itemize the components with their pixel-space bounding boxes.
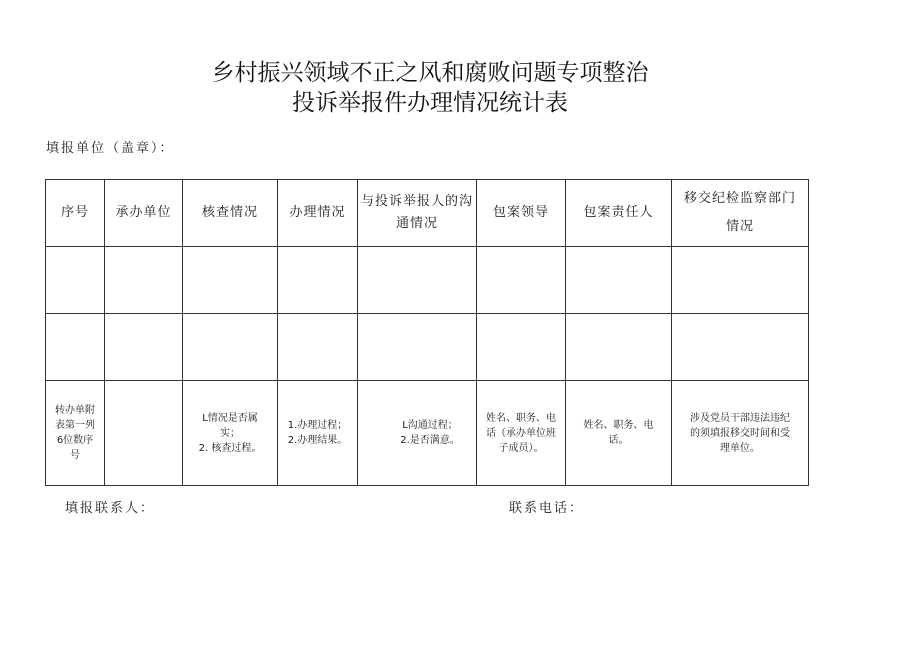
note-transfer <box>672 381 809 486</box>
contact-phone-label: 联系电话： <box>509 501 585 516</box>
header-transfer-line2: 情况 <box>725 219 754 234</box>
header-verify: 核查情况 <box>183 180 278 247</box>
note-org <box>105 381 183 486</box>
table-cell[interactable] <box>183 314 278 381</box>
table-cell[interactable] <box>672 314 809 381</box>
header-communicate-line1: 与投诉举报人的沟 <box>360 194 473 209</box>
header-handle: 办理情况 <box>278 180 358 247</box>
note-responsible-line: 话。 <box>608 435 629 446</box>
header-responsible: 包案责任人 <box>566 180 672 247</box>
note-leader-line: 子成员）。 <box>498 442 544 454</box>
table-cell[interactable] <box>566 247 672 314</box>
note-handle <box>278 381 358 486</box>
document-title-line1: 乡村振兴领域不正之风和腐败问题专项整治 <box>211 60 649 86</box>
note-verify-line: 实； <box>220 427 240 439</box>
table-cell[interactable] <box>358 314 477 381</box>
table-cell[interactable] <box>477 314 566 381</box>
document-title-line2: 投诉举报件办理情况统计表 <box>292 90 568 116</box>
note-leader <box>477 381 566 486</box>
note-communicate <box>358 381 477 486</box>
note-transfer-line: 理单位。 <box>720 442 760 454</box>
table-cell[interactable] <box>672 247 809 314</box>
header-seq: 序号 <box>46 180 105 247</box>
table-header-row <box>46 180 809 247</box>
note-handle-line: 1.办理过程； <box>287 420 348 431</box>
note-verify <box>183 381 278 486</box>
header-leader: 包案领导 <box>477 180 566 247</box>
table-cell[interactable] <box>477 247 566 314</box>
table-cell[interactable] <box>105 314 183 381</box>
note-seq-line: 号 <box>70 450 80 461</box>
note-transfer-line: 的须填报移交时间和受 <box>690 427 790 439</box>
contact-person-label: 填报联系人： <box>65 501 156 516</box>
header-communicate <box>358 180 477 247</box>
statistics-table <box>45 179 809 486</box>
note-communicate-line: 2.是否满意。 <box>400 435 460 446</box>
note-leader-line: 话（承办单位班 <box>486 427 556 439</box>
note-verify-line: 2. 核查过程。 <box>198 442 262 454</box>
table-cell[interactable] <box>105 247 183 314</box>
note-responsible <box>566 381 672 486</box>
table-cell[interactable] <box>278 314 358 381</box>
note-seq <box>46 381 105 486</box>
header-transfer <box>672 180 809 247</box>
note-seq-line: 转办单附 <box>55 405 95 416</box>
note-handle-line: 2.办理结果。 <box>287 435 348 446</box>
table-row-empty-2 <box>46 314 809 381</box>
note-seq-line: 6位数序 <box>56 435 94 446</box>
header-transfer-line1: 移交纪检监察部门 <box>683 191 796 206</box>
table-cell[interactable] <box>566 314 672 381</box>
note-transfer-line: 涉及党员干部违法违纪 <box>690 412 790 424</box>
table-cell[interactable] <box>358 247 477 314</box>
table-cell[interactable] <box>46 247 105 314</box>
header-org: 承办单位 <box>105 180 183 247</box>
note-communicate-line: L沟通过程； <box>402 420 458 431</box>
header-communicate-line2: 通情况 <box>395 216 438 231</box>
reporting-unit-label: 填报单位（盖章）： <box>46 141 175 156</box>
table-cell[interactable] <box>46 314 105 381</box>
table-cell[interactable] <box>278 247 358 314</box>
table-row-instructions <box>46 381 809 486</box>
table-row-empty-1 <box>46 247 809 314</box>
table-cell[interactable] <box>183 247 278 314</box>
note-leader-line: 姓名、职务、电 <box>486 412 556 424</box>
note-responsible-line: 姓名、职务、电 <box>583 420 654 431</box>
note-verify-line: L情况是否属 <box>202 412 258 424</box>
note-seq-line: 表第一列 <box>55 420 95 431</box>
